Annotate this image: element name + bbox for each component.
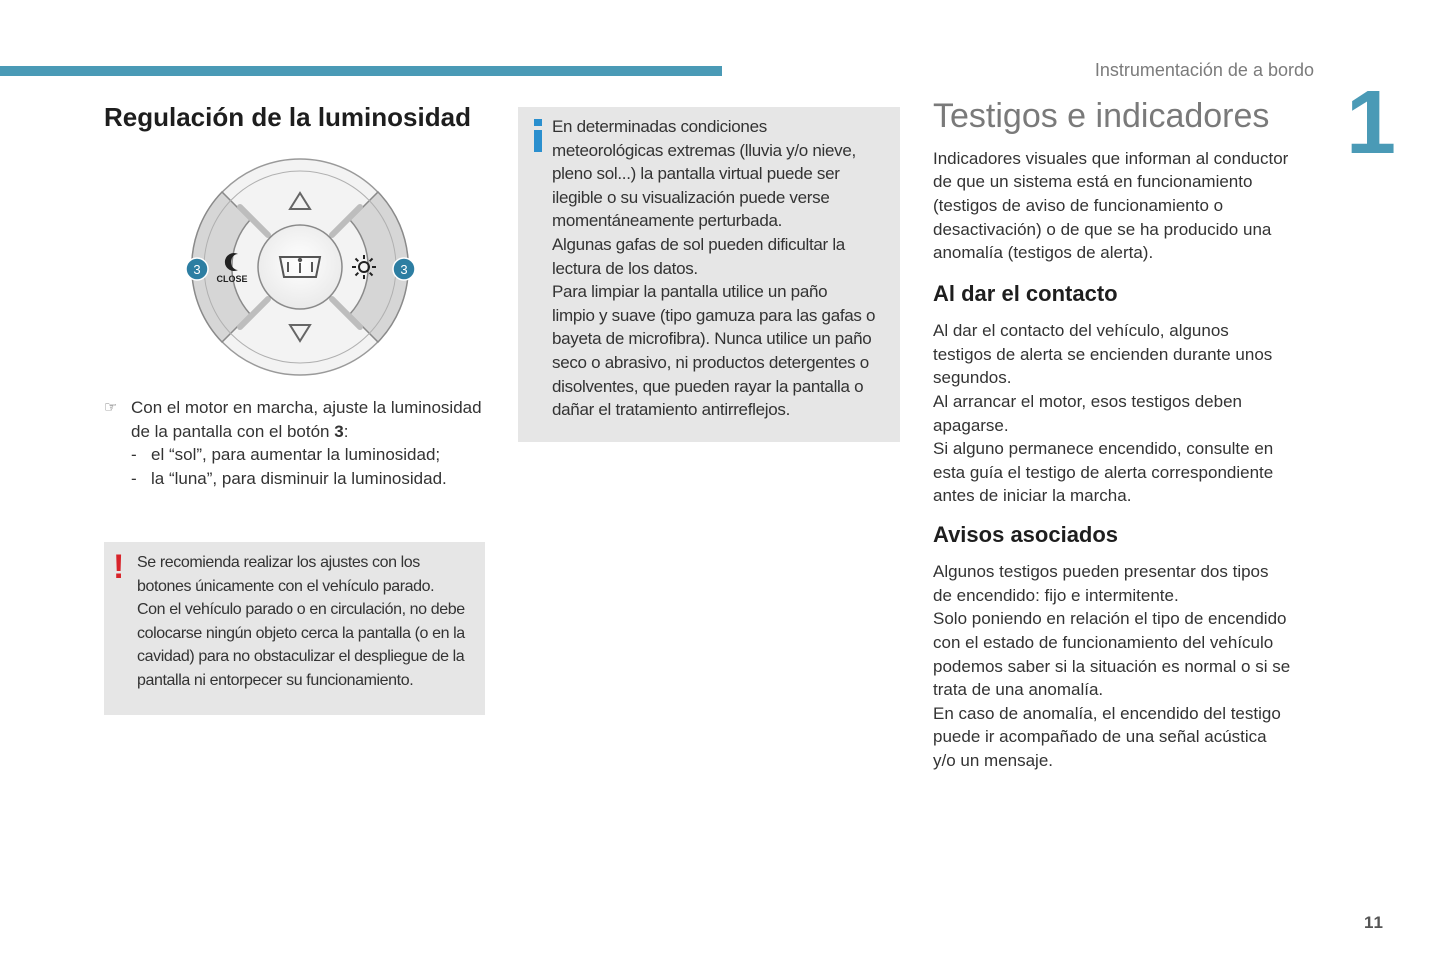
intro-line: anomalía (testigos de alerta). bbox=[933, 243, 1154, 263]
intro-paragraph bbox=[933, 147, 1323, 265]
bullet-sun: el “sol”, para aumentar la luminosidad; bbox=[151, 445, 441, 465]
warning-line: botones únicamente con el vehículo parado. bbox=[137, 577, 435, 595]
ignition-line: apagarse. bbox=[933, 415, 1009, 435]
info-line: Para limpiar la pantalla utilice un paño bbox=[552, 282, 828, 302]
section-header: Instrumentación de a bordo bbox=[1094, 60, 1314, 80]
button-reference: 3 bbox=[334, 421, 344, 441]
warnings-line: En caso de anomalía, el encendido del testigo bbox=[933, 703, 1281, 723]
ignition-line: antes de iniciar la marcha. bbox=[933, 486, 1132, 506]
ignition-line: segundos. bbox=[933, 368, 1012, 388]
exclamation-icon: ! bbox=[113, 548, 125, 586]
warnings-line: trata de una anomalía. bbox=[933, 680, 1104, 700]
warning-box bbox=[104, 542, 485, 715]
instruction-colon: : bbox=[343, 421, 349, 441]
warning-text bbox=[137, 551, 479, 693]
control-pad-diagram bbox=[180, 152, 420, 382]
warning-line: Con el vehículo parado o en circulación, no debe bbox=[137, 601, 465, 619]
warnings-line: Solo poniendo en relación el tipo de encendido bbox=[933, 609, 1287, 629]
associated-warnings-paragraph bbox=[933, 560, 1323, 772]
info-text bbox=[552, 115, 897, 422]
associated-warnings-title: Avisos asociados bbox=[933, 521, 1119, 547]
info-line: seco o abrasivo, ni productos detergentes o bbox=[552, 352, 869, 372]
intro-line: (testigos de aviso de funcionamiento o bbox=[933, 195, 1224, 215]
info-line: Algunas gafas de sol pueden dificultar la bbox=[552, 234, 845, 254]
ignition-paragraph bbox=[933, 319, 1323, 508]
brightness-section-title: Regulación de la luminosidad bbox=[104, 102, 471, 132]
ignition-line: Al arrancar el motor, esos testigos deben bbox=[933, 391, 1242, 411]
ignition-line: testigos de alerta se encienden durante unos bbox=[933, 344, 1273, 364]
info-icon bbox=[527, 115, 549, 155]
brightness-instructions: ☞ Con el motor en marcha, ajuste la luminosidad de la pantalla con el botón 3: - el “sol”, para aumentar la luminosidad; - la “luna”, para disminuir la luminosidad. bbox=[104, 398, 482, 488]
warnings-line: con el estado de funcionamiento del vehículo bbox=[933, 633, 1274, 653]
warning-line: cavidad) para no obstaculizar el despliegue de la bbox=[137, 648, 465, 666]
info-line: meteorológicas extremas (lluvia y/o nieve, bbox=[552, 140, 856, 160]
ignition-line: Si alguno permanece encendido, consulte en bbox=[933, 439, 1274, 459]
warnings-line: podemos saber si la situación es normal o si se bbox=[933, 656, 1291, 676]
pointing-hand-icon: ☞ bbox=[104, 399, 118, 416]
callout-left-number: 3 bbox=[193, 262, 201, 277]
close-label: CLOSE bbox=[216, 274, 248, 284]
intro-line: Indicadores visuales que informan al conductor bbox=[933, 148, 1289, 168]
info-line: pleno sol...) la pantalla virtual puede ser bbox=[552, 164, 840, 184]
indicators-title: Testigos e indicadores bbox=[933, 97, 1270, 135]
info-line: limpio y suave (tipo gamuza para las gafas o bbox=[552, 305, 876, 325]
info-box bbox=[518, 107, 900, 442]
header-accent-bar bbox=[0, 66, 722, 76]
page-number: 11 bbox=[1364, 913, 1384, 932]
warnings-line: Algunos testigos pueden presentar dos tipos bbox=[933, 562, 1269, 582]
info-line: bayeta de microfibra). Nunca utilice un paño bbox=[552, 329, 872, 349]
warning-line: Se recomienda realizar los ajustes con los bbox=[137, 554, 420, 571]
info-line: ilegible o su visualización puede verse bbox=[552, 187, 830, 207]
ignition-line: esta guía el testigo de alerta correspondiente bbox=[933, 462, 1274, 482]
info-line: momentáneamente perturbada. bbox=[552, 211, 783, 231]
info-line: disolventes, que pueden rayar la pantalla o bbox=[552, 376, 864, 396]
bullet-moon: la “luna”, para disminuir la luminosidad. bbox=[151, 468, 447, 488]
intro-line: desactivación) o de que se ha producido una bbox=[933, 219, 1272, 239]
warning-line: colocarse ningún objeto cerca la pantalla (o en la bbox=[137, 624, 465, 642]
intro-line: de que un sistema está en funcionamiento bbox=[933, 172, 1253, 192]
info-line: dañar el tratamiento antirreflejos. bbox=[552, 400, 791, 420]
warnings-line: y/o un mensaje. bbox=[933, 751, 1054, 771]
info-line: lectura de los datos. bbox=[552, 258, 698, 278]
instruction-text: Con el motor en marcha, ajuste la luminosidad de la pantalla con el botón bbox=[131, 398, 482, 441]
warnings-line: puede ir acompañado de una señal acústica bbox=[933, 727, 1267, 747]
ignition-line: Al dar el contacto del vehículo, algunos bbox=[933, 321, 1229, 341]
indicators-column bbox=[933, 96, 1323, 773]
warning-line: pantalla ni entorpecer su funcionamiento. bbox=[137, 671, 414, 689]
chapter-number: 1 bbox=[1346, 73, 1397, 173]
warnings-line: de encendido: fijo e intermitente. bbox=[933, 585, 1179, 605]
ignition-section-title: Al dar el contacto bbox=[933, 280, 1118, 306]
info-line: En determinadas condiciones bbox=[552, 117, 767, 136]
callout-right-number: 3 bbox=[400, 262, 408, 277]
